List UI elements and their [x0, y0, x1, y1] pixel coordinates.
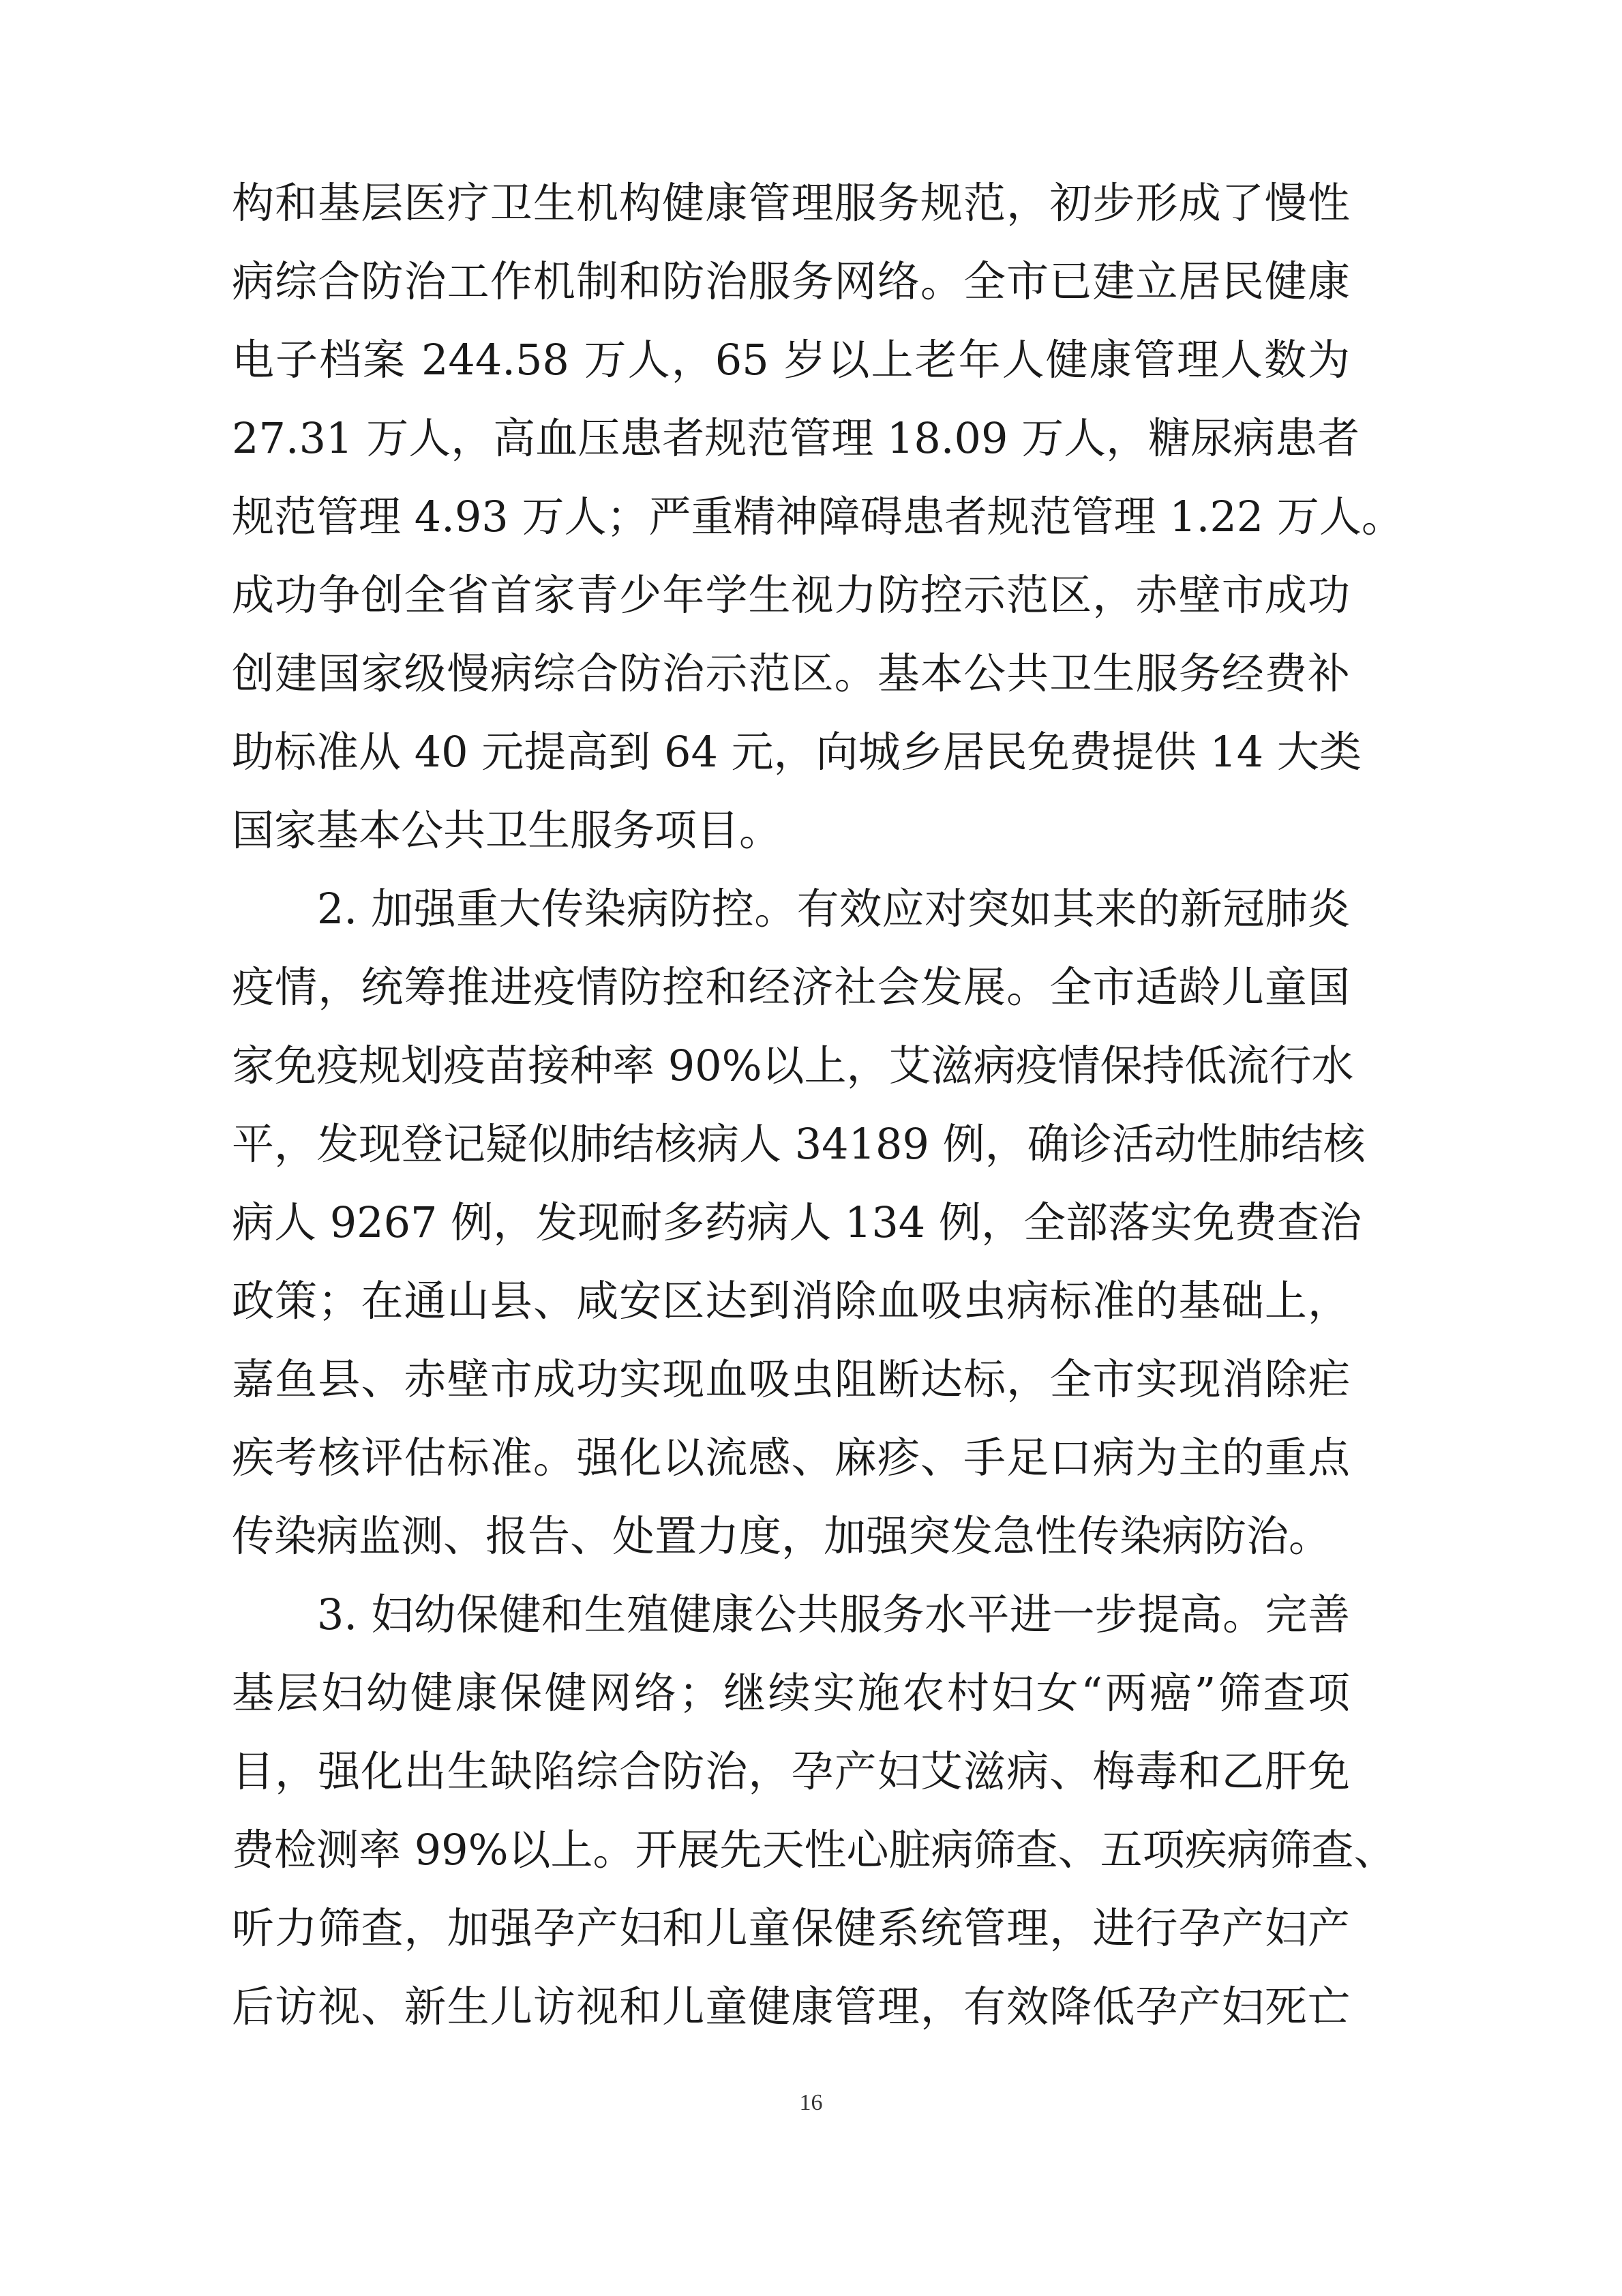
text-line: 病综合防治工作机制和防治服务网络。全市已建立居民健康	[232, 256, 1350, 306]
text-line: 平，发现登记疑似肺结核病人 34189 例，确诊活动性肺结核	[232, 1119, 1366, 1169]
paragraph-end-line: 国家基本公共卫生服务项目。	[232, 805, 782, 855]
text-line: 基层妇幼健康保健网络；继续实施农村妇女“两癌”筛查项	[232, 1668, 1350, 1718]
text-line: 政策；在通山县、咸安区达到消除血吸虫病标准的基础上，	[232, 1276, 1350, 1326]
text-line: 听力筛查，加强孕产妇和儿童保健系统管理，进行孕产妇产	[232, 1903, 1350, 1953]
text-line: 目，强化出生缺陷综合防治，孕产妇艾滋病、梅毒和乙肝免	[232, 1746, 1350, 1796]
text-line: 疫情，统筹推进疫情防控和经济社会发展。全市适龄儿童国	[232, 962, 1350, 1012]
text-line: 疾考核评估标准。强化以流感、麻疹、手足口病为主的重点	[232, 1433, 1350, 1482]
body-text	[232, 164, 1404, 2046]
text-line: 家免疫规划疫苗接种率 90%以上，艾滋病疫情保持低流行水	[232, 1041, 1354, 1090]
text-line: 规范管理 4.93 万人；严重精神障碍患者规范管理 1.22 万人。	[232, 492, 1404, 541]
paragraph-start-line: 3. 妇幼保健和生殖健康公共服务水平进一步提高。完善	[232, 1590, 1350, 1639]
text-line: 27.31 万人，高血压患者规范管理 18.09 万人，糖尿病患者	[232, 413, 1360, 463]
text-line: 嘉鱼县、赤壁市成功实现血吸虫阻断达标，全市实现消除疟	[232, 1354, 1350, 1404]
paragraph-start-line: 2. 加强重大传染病防控。有效应对突如其来的新冠肺炎	[232, 884, 1350, 934]
text-line: 创建国家级慢病综合防治示范区。基本公共卫生服务经费补	[232, 648, 1350, 698]
text-line: 成功争创全省首家青少年学生视力防控示范区，赤壁市成功	[232, 570, 1350, 620]
paragraph-end-line: 传染病监测、报告、处置力度，加强突发急性传染病防治。	[232, 1511, 1332, 1561]
text-line: 助标准从 40 元提高到 64 元，向城乡居民免费提供 14 大类	[232, 727, 1362, 777]
text-line: 病人 9267 例，发现耐多药病人 134 例，全部落实免费查治	[232, 1197, 1362, 1247]
text-line: 费检测率 99%以上。开展先天性心脏病筛查、五项疾病筛查、	[232, 1825, 1396, 1875]
text-line: 电子档案 244.58 万人，65 岁以上老年人健康管理人数为	[232, 335, 1350, 385]
text-line: 构和基层医疗卫生机构健康管理服务规范，初步形成了慢性	[232, 178, 1350, 228]
page-number: 16	[799, 2090, 823, 2115]
text-line: 后访视、新生儿访视和儿童健康管理，有效降低孕产妇死亡	[232, 1982, 1350, 2031]
